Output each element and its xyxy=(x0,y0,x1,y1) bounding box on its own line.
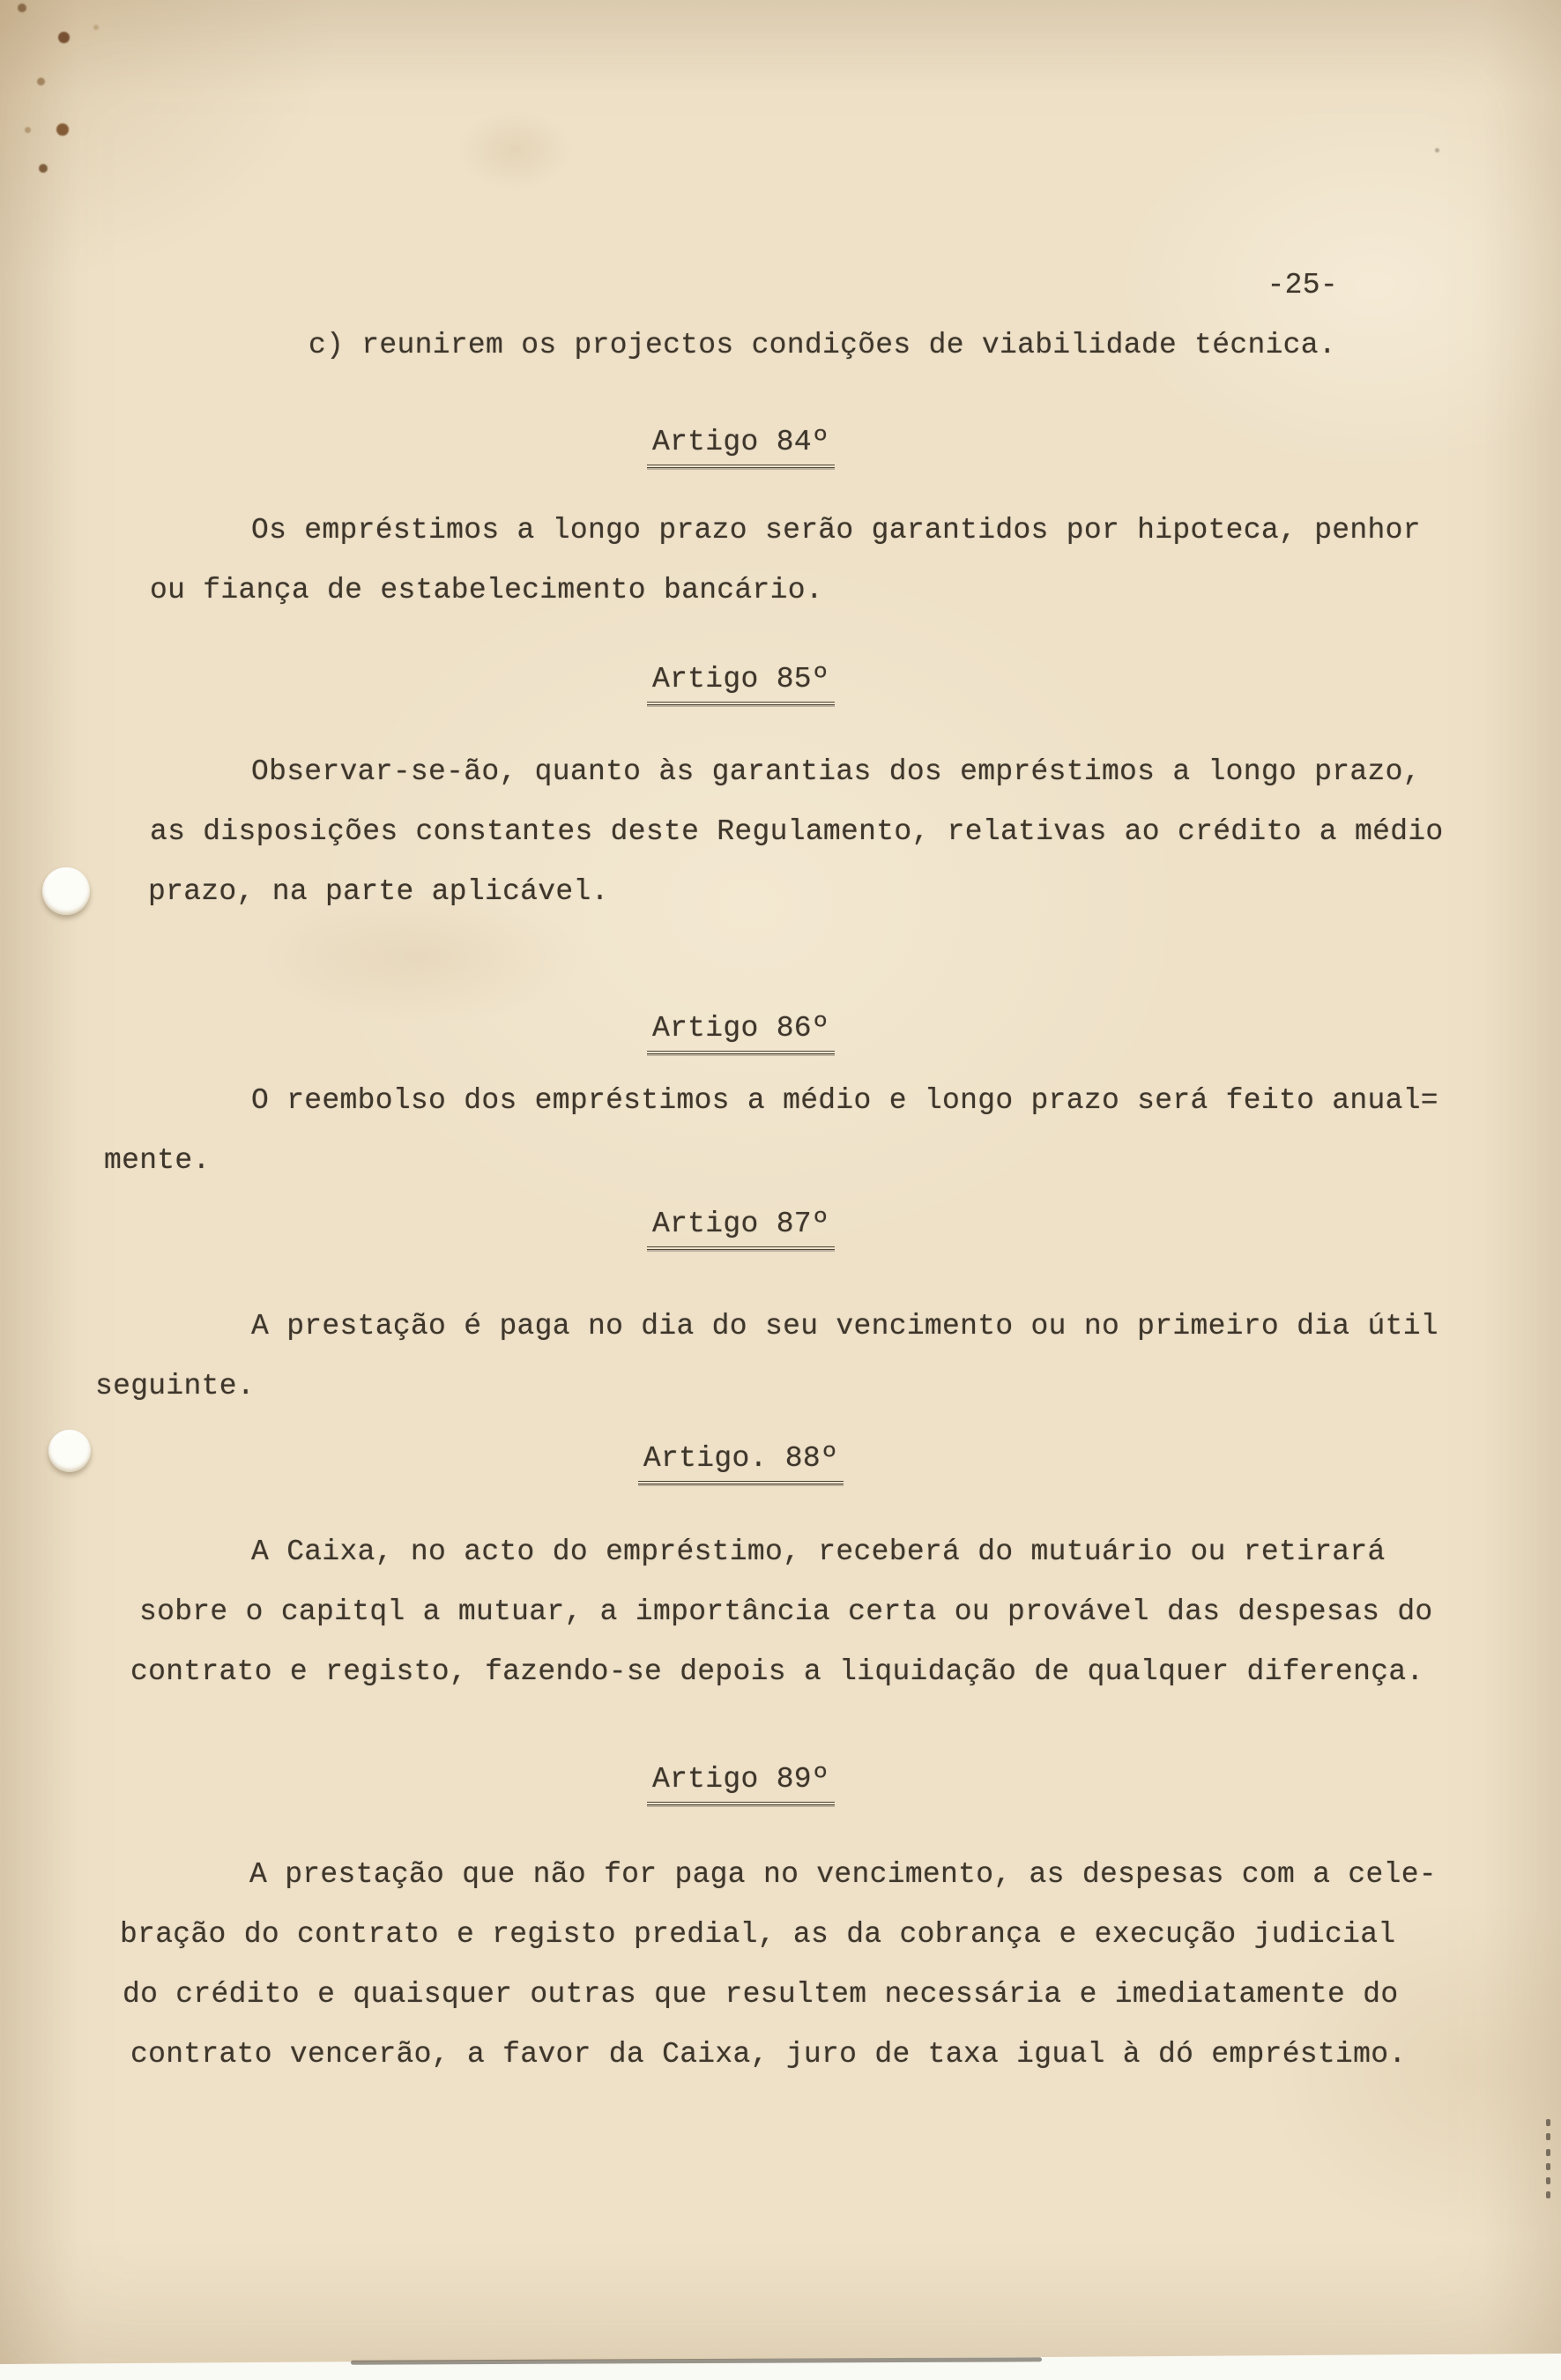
body-line: mente. xyxy=(104,1144,211,1177)
edge-mark xyxy=(1546,2163,1550,2170)
edge-mark xyxy=(1546,2119,1550,2126)
body-line: Os empréstimos a longo prazo serão garantidos por hipoteca, penhor xyxy=(251,514,1421,547)
body-line: A Caixa, no acto do empréstimo, receberá do mutuário ou retirará xyxy=(251,1536,1386,1568)
article-body-86 xyxy=(0,1078,1561,1198)
article-heading-text: Artigo 89º xyxy=(647,1762,835,1805)
edge-mark xyxy=(1546,2177,1550,2184)
paper-speck xyxy=(58,32,70,43)
hole-punch-bottom xyxy=(48,1430,91,1472)
body-line: contrato e registo, fazendo-se depois a liquidação de qualquer diferença. xyxy=(130,1655,1424,1688)
body-line: do crédito e quaisquer outras que resultem necessária e imediatamente do xyxy=(123,1978,1399,2011)
article-heading-text: Artigo 85º xyxy=(647,662,835,705)
article-heading-84 xyxy=(0,425,1521,468)
body-line: ou fiança de estabelecimento bancário. xyxy=(150,574,823,606)
article-heading-85 xyxy=(0,662,1521,705)
body-line: A prestação que não for paga no vencimento, as despesas com a cele- xyxy=(249,1858,1437,1891)
paper-speck xyxy=(37,78,45,86)
paper-speck xyxy=(18,4,26,12)
article-heading-87 xyxy=(0,1207,1521,1250)
body-line: Observar-se-ão, quanto às garantias dos empréstimos a longo prazo, xyxy=(251,755,1421,788)
body-line: bração do contrato e registo predial, as da cobrança e execução judicial xyxy=(120,1918,1396,1951)
body-line: as disposições constantes deste Regulamento, relativas ao crédito a médio xyxy=(150,815,1444,848)
article-heading-88 xyxy=(0,1441,1521,1484)
hole-punch-top xyxy=(42,867,90,915)
edge-mark xyxy=(1546,2191,1550,2198)
article-heading-text: Artigo 87º xyxy=(647,1207,835,1250)
paper-speck xyxy=(39,164,48,173)
article-heading-89 xyxy=(0,1762,1521,1805)
body-line: sobre o capitql a mutuar, a importância certa ou provável das despesas do xyxy=(139,1595,1433,1628)
paper-speck xyxy=(56,123,69,136)
page-number: -25- xyxy=(1267,269,1338,301)
article-body-87 xyxy=(0,1304,1561,1424)
article-heading-86 xyxy=(0,1011,1521,1054)
article-body-89 xyxy=(0,1852,1561,2092)
body-line: seguinte. xyxy=(95,1370,255,1402)
article-heading-text: Artigo 84º xyxy=(647,425,835,468)
body-line: contrato vencerão, a favor da Caixa, juro de taxa igual à dó empréstimo. xyxy=(130,2038,1407,2071)
article-heading-text: Artigo 86º xyxy=(647,1011,835,1054)
paper-speck xyxy=(93,25,99,30)
scanner-strip xyxy=(0,2350,1561,2380)
body-line: O reembolso dos empréstimos a médio e longo prazo será feito anual= xyxy=(251,1084,1438,1117)
article-body-88 xyxy=(0,1529,1561,1709)
clause-line-c: c) reunirem os projectos condições de viabilidade técnica. xyxy=(308,329,1336,361)
paper-speck xyxy=(1435,148,1439,152)
body-line: prazo, na parte aplicável. xyxy=(148,875,609,908)
body-line: A prestação é paga no dia do seu vencimento ou no primeiro dia útil xyxy=(251,1310,1438,1342)
article-body-84 xyxy=(0,508,1561,628)
edge-mark xyxy=(1546,2133,1550,2140)
article-heading-text: Artigo. 88º xyxy=(638,1441,844,1484)
edge-mark xyxy=(1546,2149,1550,2156)
article-body-85 xyxy=(0,749,1561,929)
paper-speck xyxy=(25,127,31,133)
